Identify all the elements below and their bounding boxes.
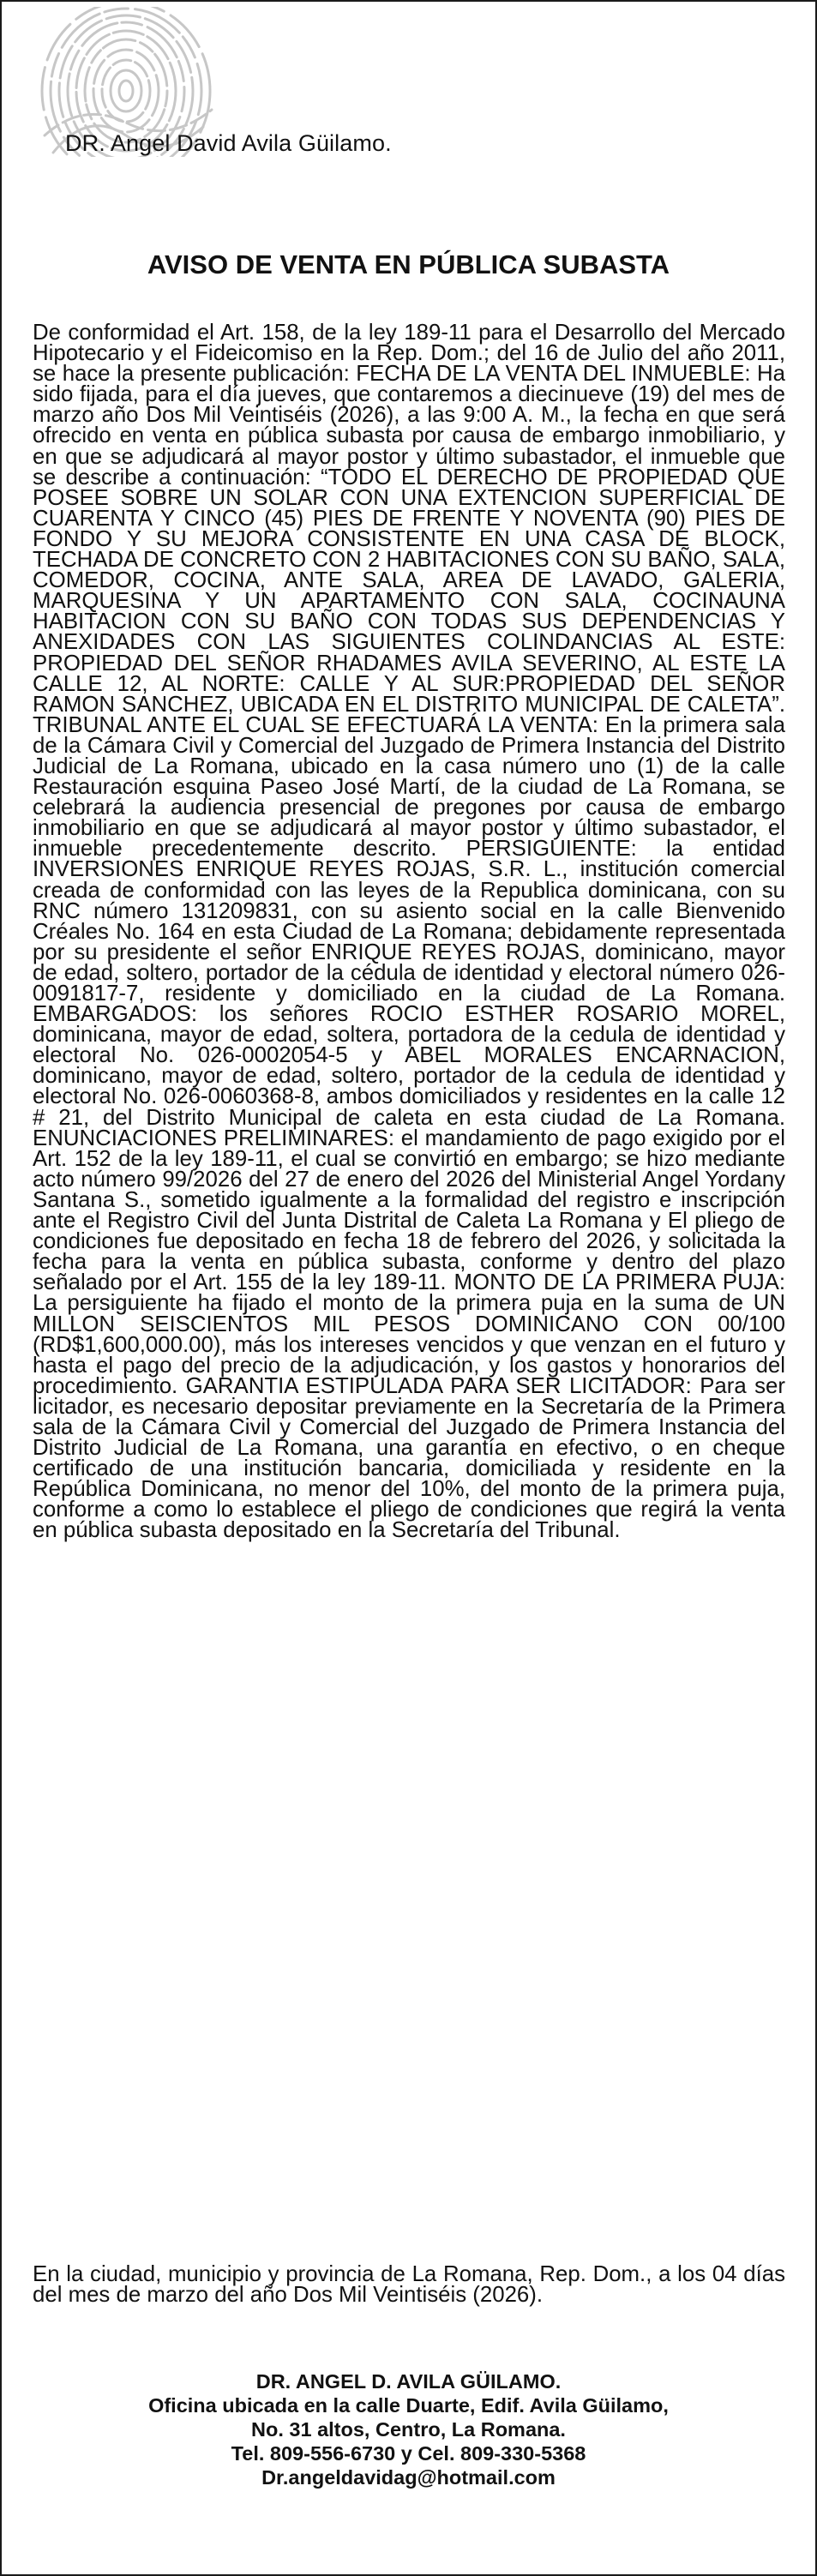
office-location: Oficina ubicada en la calle Duarte, Edif. Avila Güilamo, [148, 2394, 669, 2417]
notice-body: De conformidad el Art. 158, de la ley 189-11 para el Desarrollo del Mercado Hipotecario y el Fideicomiso en la Rep. Dom.; del 16 de Julio del año 2011, se hace la presente publicación: FECHA DE LA VENTA DEL INMUEBLE: Ha sido fijada, para el día jueves, que contaremos a diecinueve (19) del mes de marzo año Dos Mil Veintiséis (2026), a las 9:00 A. M., la fecha en que será ofrecido en venta en pública subasta por causa de embargo inmobiliario, y en que se adjudicará al mayor postor y último subastador, el inmueble que se describe a continuación: “TODO EL DERECHO DE PROPIEDAD QUE POSEE SOBRE UN SOLAR CON UNA EXTENCION SUPERFICIAL DE CUARENTA Y CINCO (45) PIES DE FRENTE Y NOVENTA (90) PIES DE FONDO Y SU MEJORA CONSISTENTE EN UNA CASA DE BLOCK, TECHADA DE CONCRETO CON 2 HABITACIONES CON SU BAÑO, SALA, COMEDOR, COCINA, ANTE SALA, AREA DE LAVADO, GALERIA, MARQUESINA Y UN APARTAMENTO CON SALA, COCINAUNA HABITACION CON SU BAÑO CON TODAS SUS DEPENDENCIAS Y ANEXIDADES CON LAS SIGUIENTES COLINDANCIAS AL ESTE: PROPIEDAD DEL SEÑOR RHADAMES AVILA SEVERINO, AL ESTE LA CALLE 12, AL NORTE: CALLE Y AL SUR:PROPIEDAD DEL SEÑOR RAMON SANCHEZ, UBICADA EN EL DISTRITO MUNICIPAL DE CALETA”. TRIBUNAL ANTE EL CUAL SE EFECTUARÁ LA VENTA: En la primera sala de la Cámara Civil y Comercial del Juzgado de Primera Instancia del Distrito Judicial de La Romana, ubicado en la casa número uno (1) de la calle Restauración esquina Paseo José Martí, de la ciudad de La Romana, se celebrará la audiencia presencial de pregones por causa de embargo inmobiliario en que se adjudicará al mayor postor y último subastador, el inmueble precedentemente descrito. PERSIGUIENTE: la entidad INVERSIONES ENRIQUE REYES ROJAS, S.R. L., institución comercial creada de conformidad con las leyes de la Republica dominicana, con su RNC número 131209831, con su asiento social en la calle Bienvenido Créales No. 164 en esta Ciudad de La Romana; debidamente representada por su presidente el señor ENRIQUE REYES ROJAS, dominicano, mayor de edad, soltero, portador de la cédula de identidad y electoral número 026-0091817-7, residente y domiciliado en la ciudad de La Romana. EMBARGADOS: los señores ROCIO ESTHER ROSARIO MOREL, dominicana, mayor de edad, soltera, portadora de la cedula de identidad y electoral No. 026-0002054-5 y ABEL MORALES ENCARNACION, dominicano, mayor de edad, soltero, portador de la cedula de identidad y electoral No. 026-0060368-8, ambos domiciliados y residentes en la calle 12 # 21, del Distrito Municipal de caleta en esta ciudad de La Romana. ENUNCIACIONES PRELIMINARES: el mandamiento de pago exigido por el Art. 152 de la ley 189-11, el cual se convirtió en embargo; se hizo mediante acto número 99/2026 del 27 de enero del 2026 del Ministerial Angel Yordany Santana S., sometido igualmente a la formalidad del registro e inscripción ante el Registro Civil del Junta Distrital de Caleta La Romana y El pliego de condiciones fue depositado en fecha 18 de febrero del 2026, y solicitada la fecha para la venta en pública subasta, conforme y dentro del plazo señalado por el Art. 155 de la ley 189-11. MONTO DE LA PRIMERA PUJA: La persiguiente ha fijado el monto de la primera puja en la suma de UN MILLON SEISCIENTOS MIL PESOS DOMINICANO CON 00/100 (RD$1,600,000.00), más los intereses vencidos y que venzan en el futuro y hasta el pago del precio de la adjudicación, y los gastos y honorarios del procedimiento. GARANTIA ESTIPULADA PARA SER LICITADOR: Para ser licitador, es necesario depositar previamente en la Secretaría de la Primera sala de la Cámara Civil y Comercial del Juzgado de Primera Instancia del Distrito Judicial de La Romana, una garantía en efectivo, o en cheque certificado de una institución bancaria, domiciliada y residente en la República Dominicana, no menor del 10%, del monto de la primera puja, conforme a como lo establece el pliego de condiciones que regirá la venta en pública subasta depositado en la Secretaría del Tribunal. [33, 321, 785, 1543]
notice-title: AVISO DE VENTA EN PÚBLICA SUBASTA [147, 249, 670, 279]
notice-closing: En la ciudad, municipio y provincia de La Romana, Rep. Dom., a los 04 días del mes de marzo del año Dos Mil Veintiséis (2026). [33, 2262, 785, 2308]
signature-name: DR. ANGEL D. AVILA GÜILAMO. [255, 2370, 562, 2393]
office-address: No. 31 altos, Centro, La Romana. [251, 2418, 566, 2441]
author-name: DR. Angel David Avila Güilamo. [65, 130, 392, 156]
contact-email: Dr.angeldavidag@hotmail.com [261, 2466, 556, 2489]
contact-phones: Tel. 809-556-6730 y Cel. 809-330-5368 [231, 2442, 586, 2465]
signature-block [2, 2369, 815, 2489]
